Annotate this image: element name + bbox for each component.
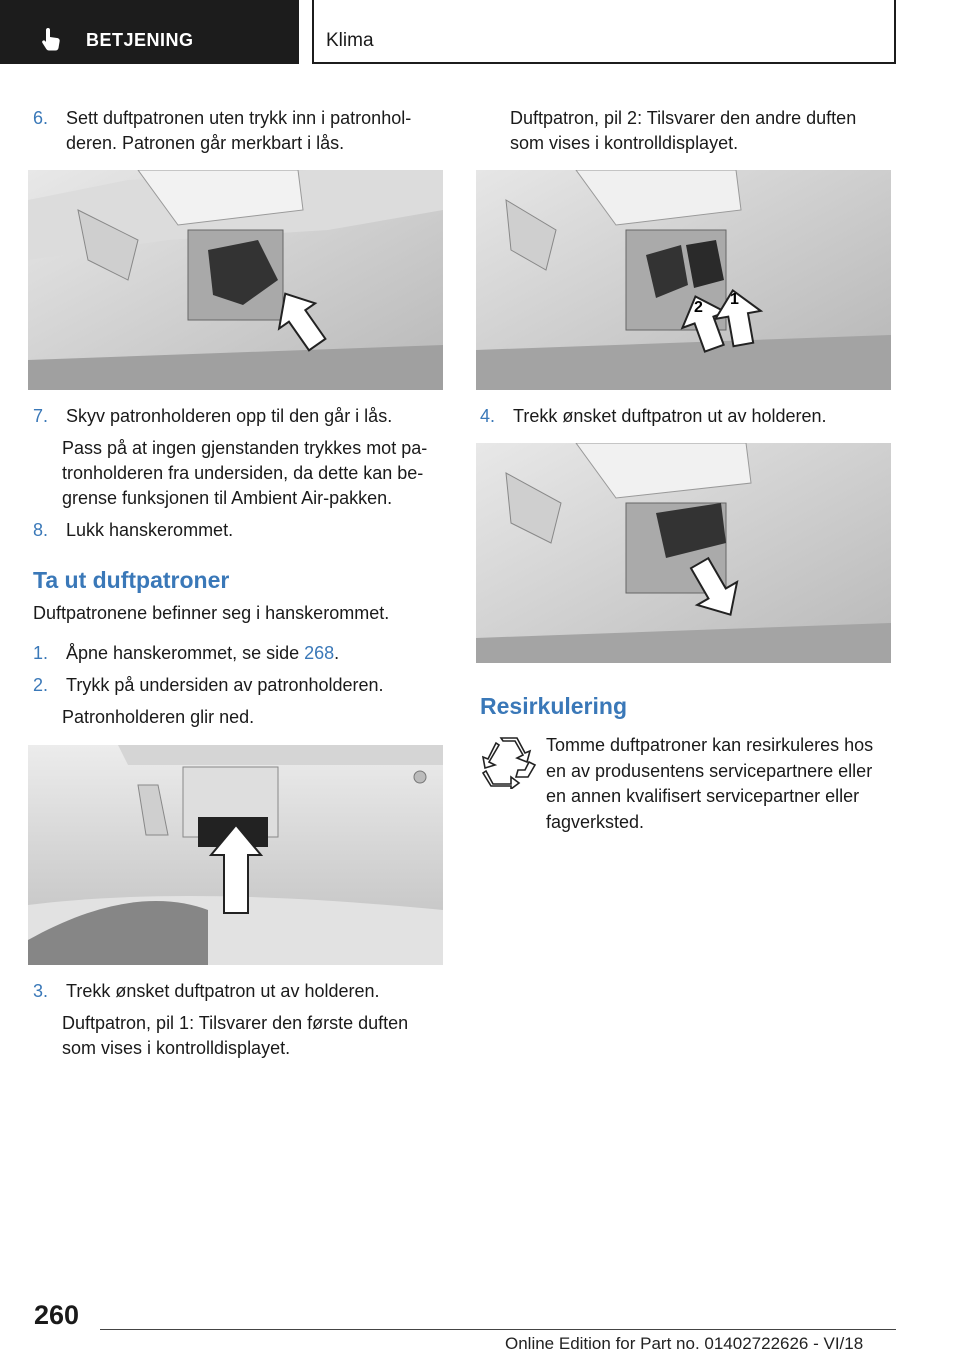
recycle-text-top bbox=[480, 733, 896, 835]
header-section-label: BETJENING bbox=[86, 30, 194, 50]
step-text: Sett duftpatronen uten trykk inn i patronholderen. Patronen går merkbart i lås. bbox=[66, 108, 412, 153]
step-3-note: Duftpatron, pil 1: Tilsvarer den første duften som vises i kontrolldisplayet. bbox=[62, 1013, 409, 1058]
footer-rule bbox=[100, 1329, 896, 1330]
section-heading-remove: Ta ut duftpatroner bbox=[33, 567, 230, 593]
step-6 bbox=[33, 106, 448, 156]
step-number: 8. bbox=[33, 520, 49, 540]
page-link-268[interactable]: 268 bbox=[304, 643, 335, 663]
step-7 bbox=[33, 404, 448, 429]
step-text: Skyv patronholderen opp til den går i lås. bbox=[66, 406, 393, 426]
hand-pointer-icon bbox=[40, 26, 64, 52]
recycle-text: Tomme duftpatroner kan resirkuleres hos en av produsentens servicepartnere eller en annen kvalifisert servicepartner eller fagverksted. bbox=[546, 735, 874, 832]
photo-insert-cartridge bbox=[28, 170, 443, 390]
step-number: 7. bbox=[33, 406, 49, 426]
step-number: 2. bbox=[33, 675, 49, 695]
header-chapter-box bbox=[312, 0, 896, 64]
photo-two-cartridges bbox=[476, 170, 891, 390]
step-text: Trekk ønsket duftpatron ut av holderen. bbox=[513, 406, 827, 426]
step-number: 4. bbox=[480, 406, 496, 426]
step-1 bbox=[33, 641, 448, 666]
step-text: Trekk ønsket duftpatron ut av holderen. bbox=[66, 981, 380, 1001]
page-number: 260 bbox=[34, 1300, 80, 1330]
step-text: Åpne hanskerommet, se side 268. bbox=[66, 643, 340, 663]
header-chapter-title: Klima bbox=[326, 30, 374, 51]
step-number: 6. bbox=[33, 108, 49, 128]
section-heading-recycling: Resirkulering bbox=[480, 693, 627, 719]
arrow-label-2: 2 bbox=[694, 299, 703, 316]
step-text: Trykk på undersiden av patronholderen. bbox=[66, 675, 384, 695]
header-section-tab bbox=[0, 0, 299, 64]
step-8 bbox=[33, 518, 448, 543]
arrow-label-1: 1 bbox=[730, 291, 739, 308]
step-7-note: Pass på at ingen gjenstanden trykkes mot patronholderen fra undersiden, da dette kan begrense funksjonen til Ambient Air-pakken. bbox=[62, 438, 428, 508]
photo-push-holder bbox=[28, 745, 443, 965]
step-3 bbox=[33, 979, 448, 1004]
section-intro: Duftpatronene befinner seg i hanskerommet. bbox=[33, 603, 390, 623]
photo-pull-cartridge bbox=[476, 443, 891, 663]
step-2-note: Patronholderen glir ned. bbox=[62, 707, 255, 727]
step-text: Lukk hanskerommet. bbox=[66, 520, 234, 540]
step-number: 1. bbox=[33, 643, 49, 663]
step-number: 3. bbox=[33, 981, 49, 1001]
footer-edition: Online Edition for Part no. 01402722626 - VI/18 bbox=[505, 1334, 864, 1353]
pil-2-note: Duftpatron, pil 2: Tilsvarer den andre duften som vises i kontrolldisplayet. bbox=[510, 108, 857, 153]
step-4 bbox=[480, 404, 895, 429]
step-2 bbox=[33, 673, 448, 698]
